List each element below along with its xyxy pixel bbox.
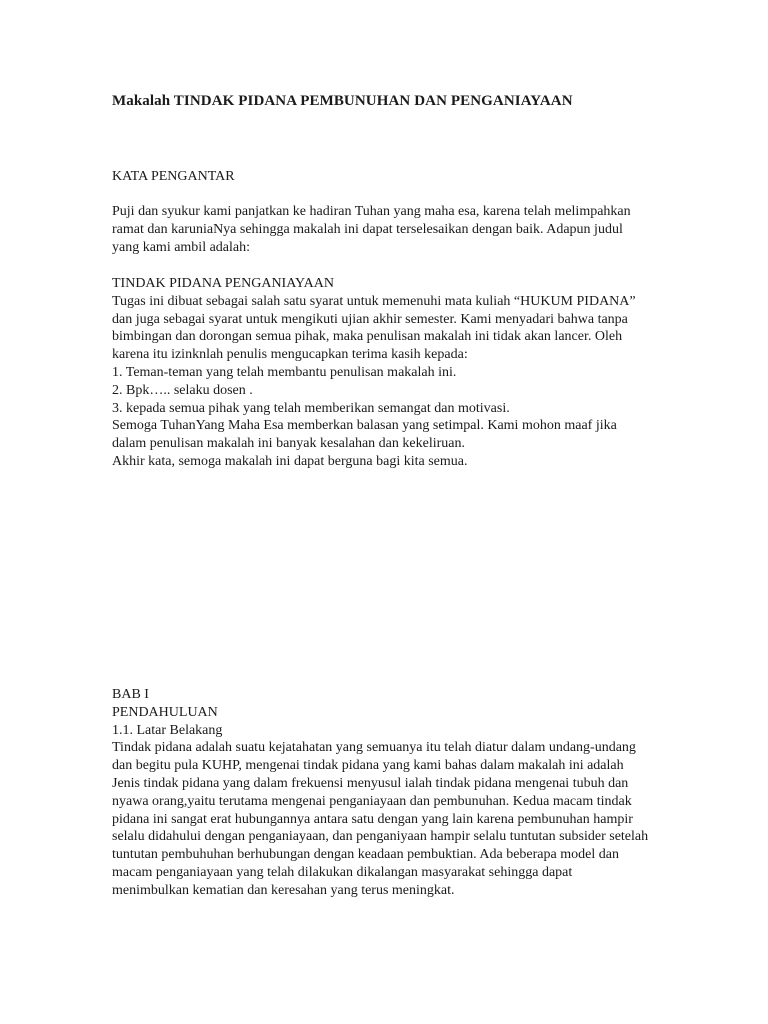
kata-pengantar-intro [112, 203, 652, 256]
list-item: 2. Bpk….. selaku dosen . [112, 382, 253, 398]
list-item: 1. Teman-teman yang telah membantu penulisan makalah ini. [112, 364, 457, 380]
list-item: 3. kepada semua pihak yang telah memberikan semangat dan motivasi. [112, 400, 510, 416]
closing-paragraph: Semoga TuhanYang Maha Esa memberkan balasan yang setimpal. Kami mohon maaf jika dalam penulisan makalah ini banyak kesalahan dan kekeliruan. [112, 418, 617, 452]
bab-heading: BAB I [112, 687, 149, 702]
bab-1-section [112, 686, 652, 900]
tugas-paragraph: Tugas ini dibuat sebagai salah satu syarat untuk memenuhi mata kuliah “HUKUM PIDANA” dan juga sebagai syarat untuk mengikuti ujian akhir semester. Kami menyadari bahwa tanpa bimbingan dan dorongan semua pihak, maka penulisan makalah ini tidak akan lancer. Oleh karena itu izinknlah penulis mengucapkan terima kasih kepada: [112, 293, 636, 363]
document-title: Makalah TINDAK PIDANA PEMBUNUHAN DAN PENGANIAYAAN [112, 93, 573, 109]
kata-pengantar-heading: KATA PENGANTAR [112, 169, 235, 184]
latar-belakang-paragraph: Tindak pidana adalah suatu kejatahatan yang semuanya itu telah diatur dalam undang-undang dan begitu pula KUHP, mengenai tindak pidana yang kami bahas dalam makalah ini adalah Jenis tindak pidana yang dalam frekuensi menyusul ialah tindak pidana mengenai tubuh dan nyawa orang,yaitu terutama mengenai penganiayaan dan pembunuhan. Kedua macam tindak pidana ini sangat erat hubungannya antara satu dengan yang lain karena pembunuhan hampir selalu didahului dengan penganiayaan, dan penganiyaan hampir selalu tuntutan subsider setelah tuntutan pembuhuhan berhubungan dengan keadaan pembuktian. Ada beberapa model dan macam penganiayaan yang telah dilakukan dikalangan masyarakat sehingga dapat menimbulkan kematian dan keresahan yang terus meningkat. [112, 740, 649, 898]
tindak-pidana-subheading: TINDAK PIDANA PENGANIAYAAN [112, 276, 334, 291]
final-line: Akhir kata, semoga makalah ini dapat berguna bagi kita semua. [112, 453, 468, 469]
kata-pengantar-body [112, 275, 652, 471]
section-heading: 1.1. Latar Belakang [112, 722, 223, 738]
bab-title: PENDAHULUAN [112, 704, 218, 720]
intro-paragraph: Puji dan syukur kami panjatkan ke hadiran Tuhan yang maha esa, karena telah melimpahkan ramat dan karuniaNya sehingga makalah ini dapat terselesaikan dengan baik. Adapun judul yang kami ambil adalah: [112, 204, 631, 255]
